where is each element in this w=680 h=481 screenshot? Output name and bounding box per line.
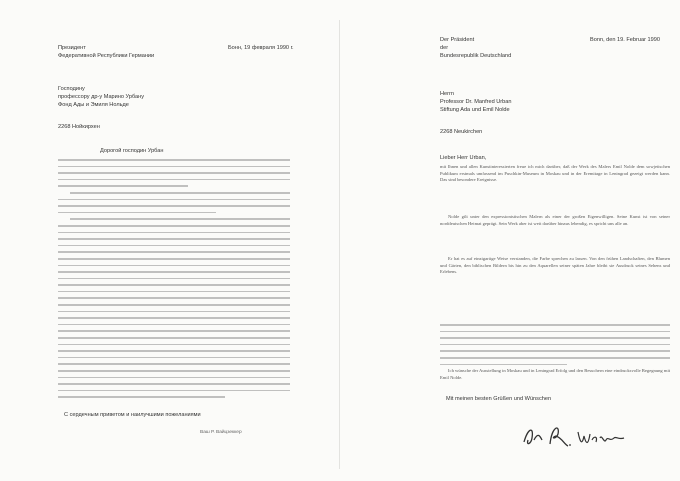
letter-body-russian xyxy=(58,159,290,403)
paragraph-2: Nolde gilt unter den expressionistischen Malern als einer der großen Eigenwilligen. Seine Kunst ist von seiner norddeutschen Heimat geprägt. Sein Werk aber ist weit darüber hinaus lebendig, es spricht uns alle an. xyxy=(440,214,670,226)
sender-line-2: Федеративной Республики Германии xyxy=(58,53,155,59)
recipient-line-1: Herrn xyxy=(440,91,454,97)
recipient-line-1: Господину xyxy=(58,86,85,92)
sender-line-2: der xyxy=(440,45,449,51)
letter-body-german-continued xyxy=(440,324,670,370)
signature-name: Ваш Р. Вайцзеккер xyxy=(200,430,242,435)
sender-line-3: Bundesrepublik Deutschland xyxy=(440,53,512,59)
sender-line-1: Der Präsident xyxy=(440,37,475,43)
sender-line-1: Президент xyxy=(58,45,86,51)
recipient-line-4: 2268 Нойкирхен xyxy=(58,124,100,130)
place-date: Bonn, den 19. Februar 1990 xyxy=(590,37,660,43)
recipient-line-3: Stiftung Ada und Emil Nolde xyxy=(440,107,510,113)
paragraph-5: Ich wünsche der Ausstellung in Moskau und in Leningrad Erfolg und den Besuchern eine eindrucksvolle Begegnung mit Emil Nolde. xyxy=(440,368,670,380)
closing: С сердечным приветом и наилучшими пожеланиями xyxy=(64,412,201,418)
recipient-line-2: Professor Dr. Manfred Urban xyxy=(440,99,512,105)
salutation: Дорогой господин Урбан xyxy=(100,148,164,154)
salutation: Lieber Herr Urban, xyxy=(440,155,487,161)
paragraph-3: Er hat es auf einzigartige Weise verstanden, die Farbe sprechen zu lassen. Von den frühen Landschaften, den Blumen und Gärten, den biblischen Bildern bis hin zu den Aquarellen seiner späten Jahre bleibt sie Ausdruck seines Sehens und Erlebens. xyxy=(440,256,670,275)
place-date: Бонн, 19 февраля 1990 г. xyxy=(228,45,294,51)
recipient-line-3: Фонд Ады и Эмиля Нольде xyxy=(58,102,129,108)
handwritten-signature xyxy=(520,418,630,454)
recipient-line-2: профессору др-у Марино Урбану xyxy=(58,94,145,100)
recipient-line-4: 2268 Neukirchen xyxy=(440,129,483,135)
paragraph-1: mit Ihnen und allen Kunstinteressierten freue ich mich darüber, daß der Werk des Malers Emil Nolde dem sowjetischen Publikum erstmals umfassend im Puschkin-Museum in Moskau und in der Eremitage in Leningrad gezeigt werden kann. Das sind besondere Ereignisse. xyxy=(440,164,670,183)
german-letter-page xyxy=(340,0,680,481)
closing: Mit meinen besten Grüßen und Wünschen xyxy=(446,396,552,402)
